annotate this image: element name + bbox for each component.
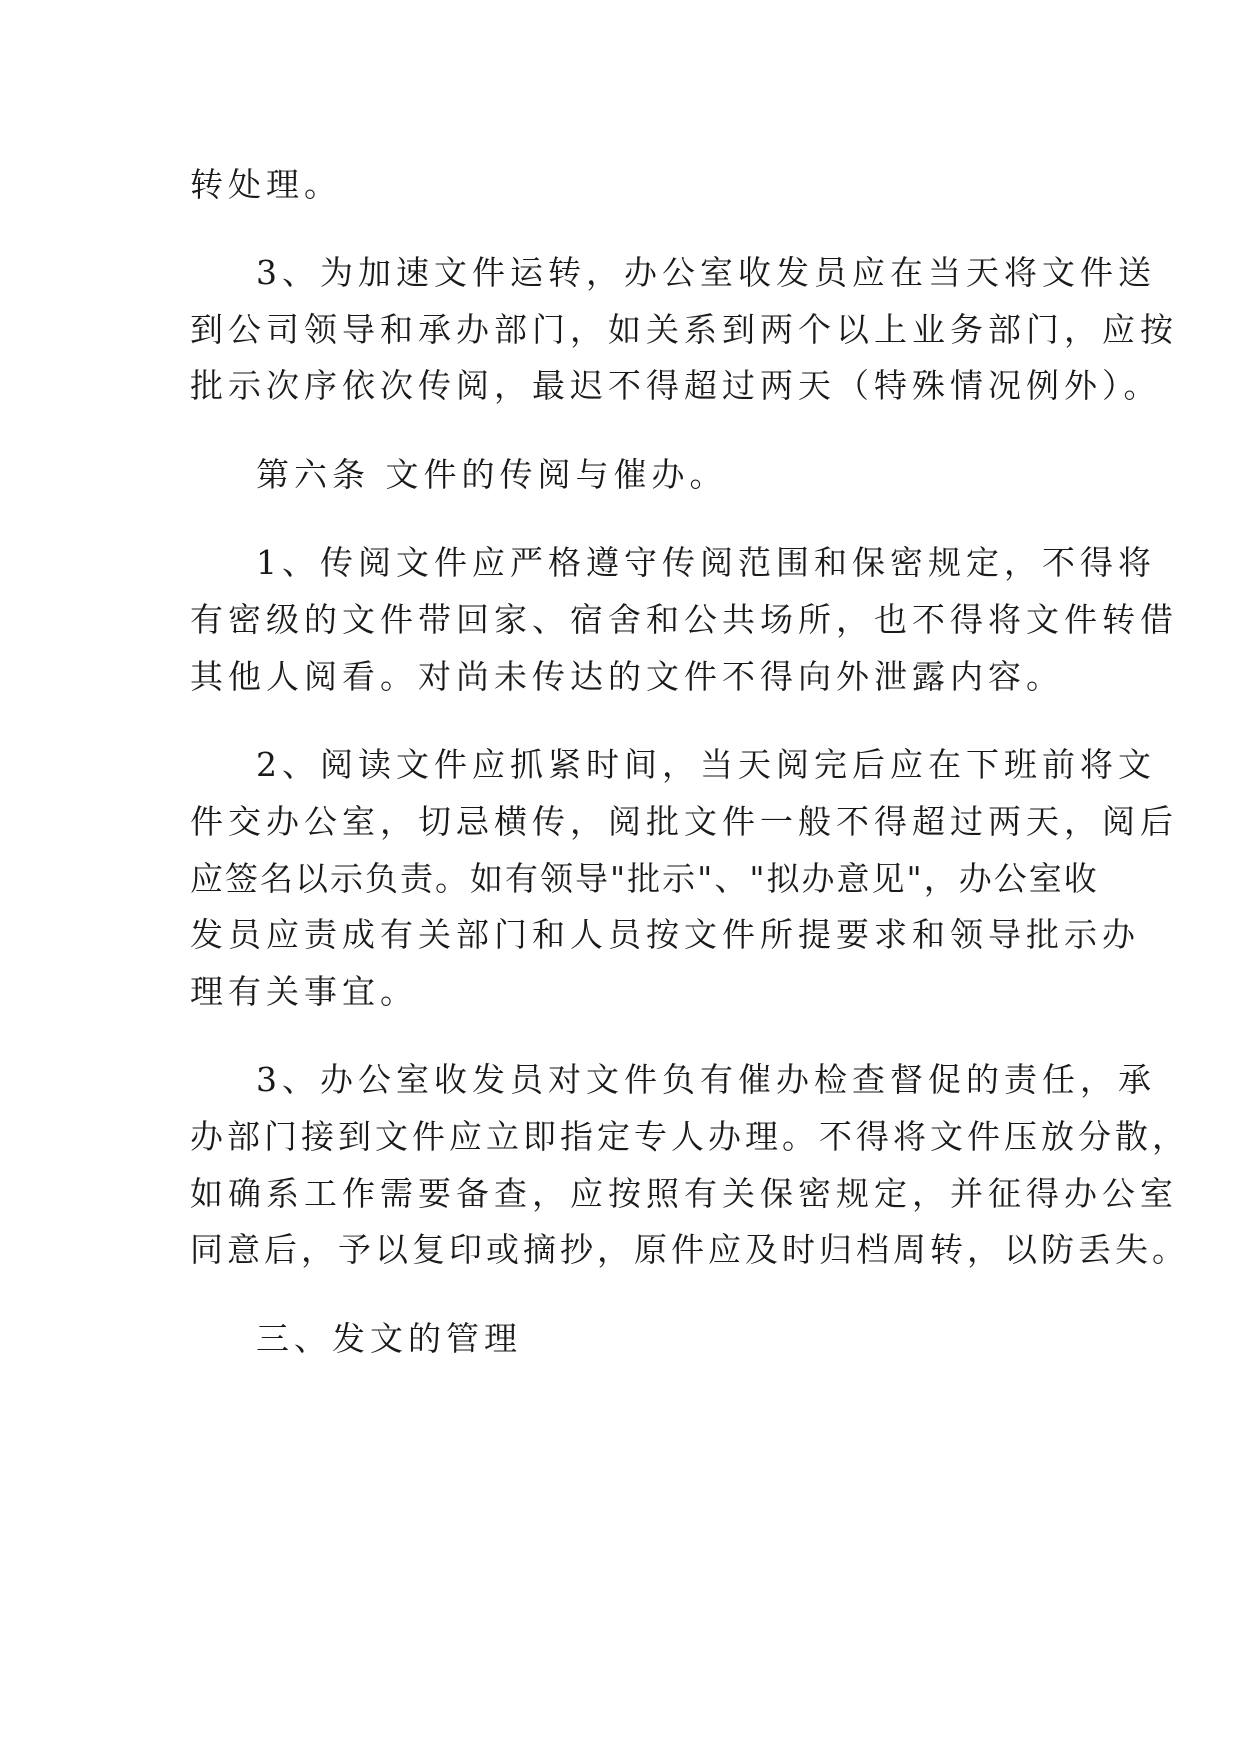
- paragraph-1-line-3: 其他人阅看。对尚未传达的文件不得向外泄露内容。: [190, 657, 1064, 696]
- paragraph-2-line-4: 发员应责成有关部门和人员按文件所提要求和领导批示办: [190, 915, 1140, 954]
- paragraph-1-line-1: 1、传阅文件应严格遵守传阅范围和保密规定，不得将: [256, 543, 1156, 582]
- section-heading-article-6: 第六条 文件的传阅与催办。: [256, 455, 728, 494]
- text-line-continuation: 转处理。: [190, 165, 342, 204]
- paragraph-3-line-2: 到公司领导和承办部门，如关系到两个以上业务部门，应按: [190, 310, 1178, 349]
- paragraph-2-line-5: 理有关事宜。: [190, 972, 418, 1011]
- paragraph-3b-line-4: 同意后，予以复印或摘抄，原件应及时归档周转，以防丢失。: [190, 1230, 1189, 1269]
- paragraph-2-line-1: 2、阅读文件应抓紧时间，当天阅完后应在下班前将文: [256, 745, 1156, 784]
- paragraph-3-line-3: 批示次序依次传阅，最迟不得超过两天（特殊情况例外）。: [190, 366, 1162, 405]
- paragraph-2-line-2: 件交办公室，切忌横传，阅批文件一般不得超过两天，阅后: [190, 802, 1178, 841]
- paragraph-2-line-3: 应签名以示负责。如有领导"批示"、"拟办意见"，办公室收: [190, 859, 1099, 898]
- paragraph-3b-line-3: 如确系工作需要备查，应按照有关保密规定，并征得办公室: [190, 1174, 1178, 1213]
- section-heading-outgoing-docs: 三、发文的管理: [256, 1319, 522, 1358]
- paragraph-1-line-2: 有密级的文件带回家、宿舍和公共场所，也不得将文件转借: [190, 600, 1178, 639]
- paragraph-3b-line-1: 3、办公室收发员对文件负有催办检查督促的责任，承: [256, 1060, 1156, 1099]
- paragraph-3-line-1: 3、为加速文件运转，办公室收发员应在当天将文件送: [256, 253, 1156, 292]
- paragraph-3b-line-2: 办部门接到文件应立即指定专人办理。不得将文件压放分散，: [190, 1117, 1189, 1156]
